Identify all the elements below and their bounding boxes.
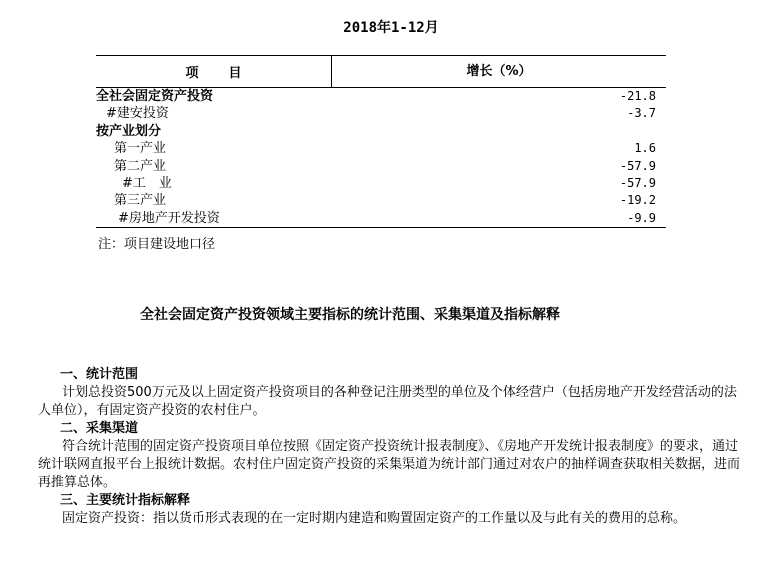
row-value: -3.7: [627, 106, 656, 121]
table-row: [96, 192, 666, 209]
section-heading-definitions: 三、主要统计指标解释: [60, 493, 191, 508]
row-label: 全社会固定资产投资: [96, 89, 214, 104]
table-row: [96, 123, 666, 140]
row-label: 第三产业: [114, 193, 167, 209]
table-row: [96, 175, 666, 192]
growth-table: [96, 55, 666, 228]
row-value: -19.2: [619, 193, 656, 208]
row-label: 按产业划分: [96, 123, 162, 139]
row-value: -57.9: [619, 175, 656, 190]
row-label: #建安投资: [106, 106, 169, 122]
row-value: -57.9: [619, 158, 656, 173]
section-heading-scope: 一、统计范围: [60, 367, 139, 382]
row-value: [496, 123, 666, 140]
section-heading-channel: 二、采集渠道: [60, 421, 139, 436]
section-body-channel: 符合统计范围的固定资产投资项目单位按照《固定资产投资统计报表制度》、《房地产开发统计报表制度》的要求，通过统计联网直报平台上报统计数据。农村住户固定资产投资的采集渠道为统计部门通过对农户的抽样调查获取相关数据，进而再推算总体。: [38, 439, 741, 490]
row-label: 第二产业: [114, 158, 167, 174]
table-row: [96, 105, 666, 122]
section-body-definitions: 固定资产投资：指以货币形式表现的在一定时期内建造和购置固定资产的工作量以及与此有关的费用的总称。: [62, 511, 687, 526]
period-title: 2018年1-12月: [343, 20, 439, 36]
explanations: [38, 366, 748, 528]
row-value: -21.8: [619, 89, 656, 103]
table-row: [96, 140, 666, 157]
table-row: [96, 158, 666, 175]
table-header: [96, 56, 666, 88]
header-growth: 增长（%）: [331, 56, 666, 87]
table-note: 注：项目建设地口径: [98, 237, 216, 252]
section-title: 全社会固定资产投资领域主要指标的统计范围、采集渠道及指标解释: [140, 307, 560, 323]
row-value: -9.9: [627, 210, 656, 225]
row-label: #工 业: [122, 175, 172, 191]
section-body-scope: 计划总投资500万元及以上固定资产投资项目的各种登记注册类型的单位及个体经营户（包括房地产开发经营活动的法人单位），有固定资产投资的农村住户。: [38, 385, 737, 418]
table-row: [96, 88, 666, 105]
header-item: [96, 62, 331, 81]
table-bottom-rule: [96, 227, 666, 228]
row-value: 1.6: [634, 141, 656, 156]
table-body: [96, 88, 666, 227]
header-item-right: 目: [228, 66, 242, 81]
row-label: 第一产业: [114, 141, 167, 157]
table-row: [96, 210, 666, 227]
header-item-left: 项: [185, 66, 199, 81]
row-label: #房地产开发投资: [118, 210, 220, 226]
